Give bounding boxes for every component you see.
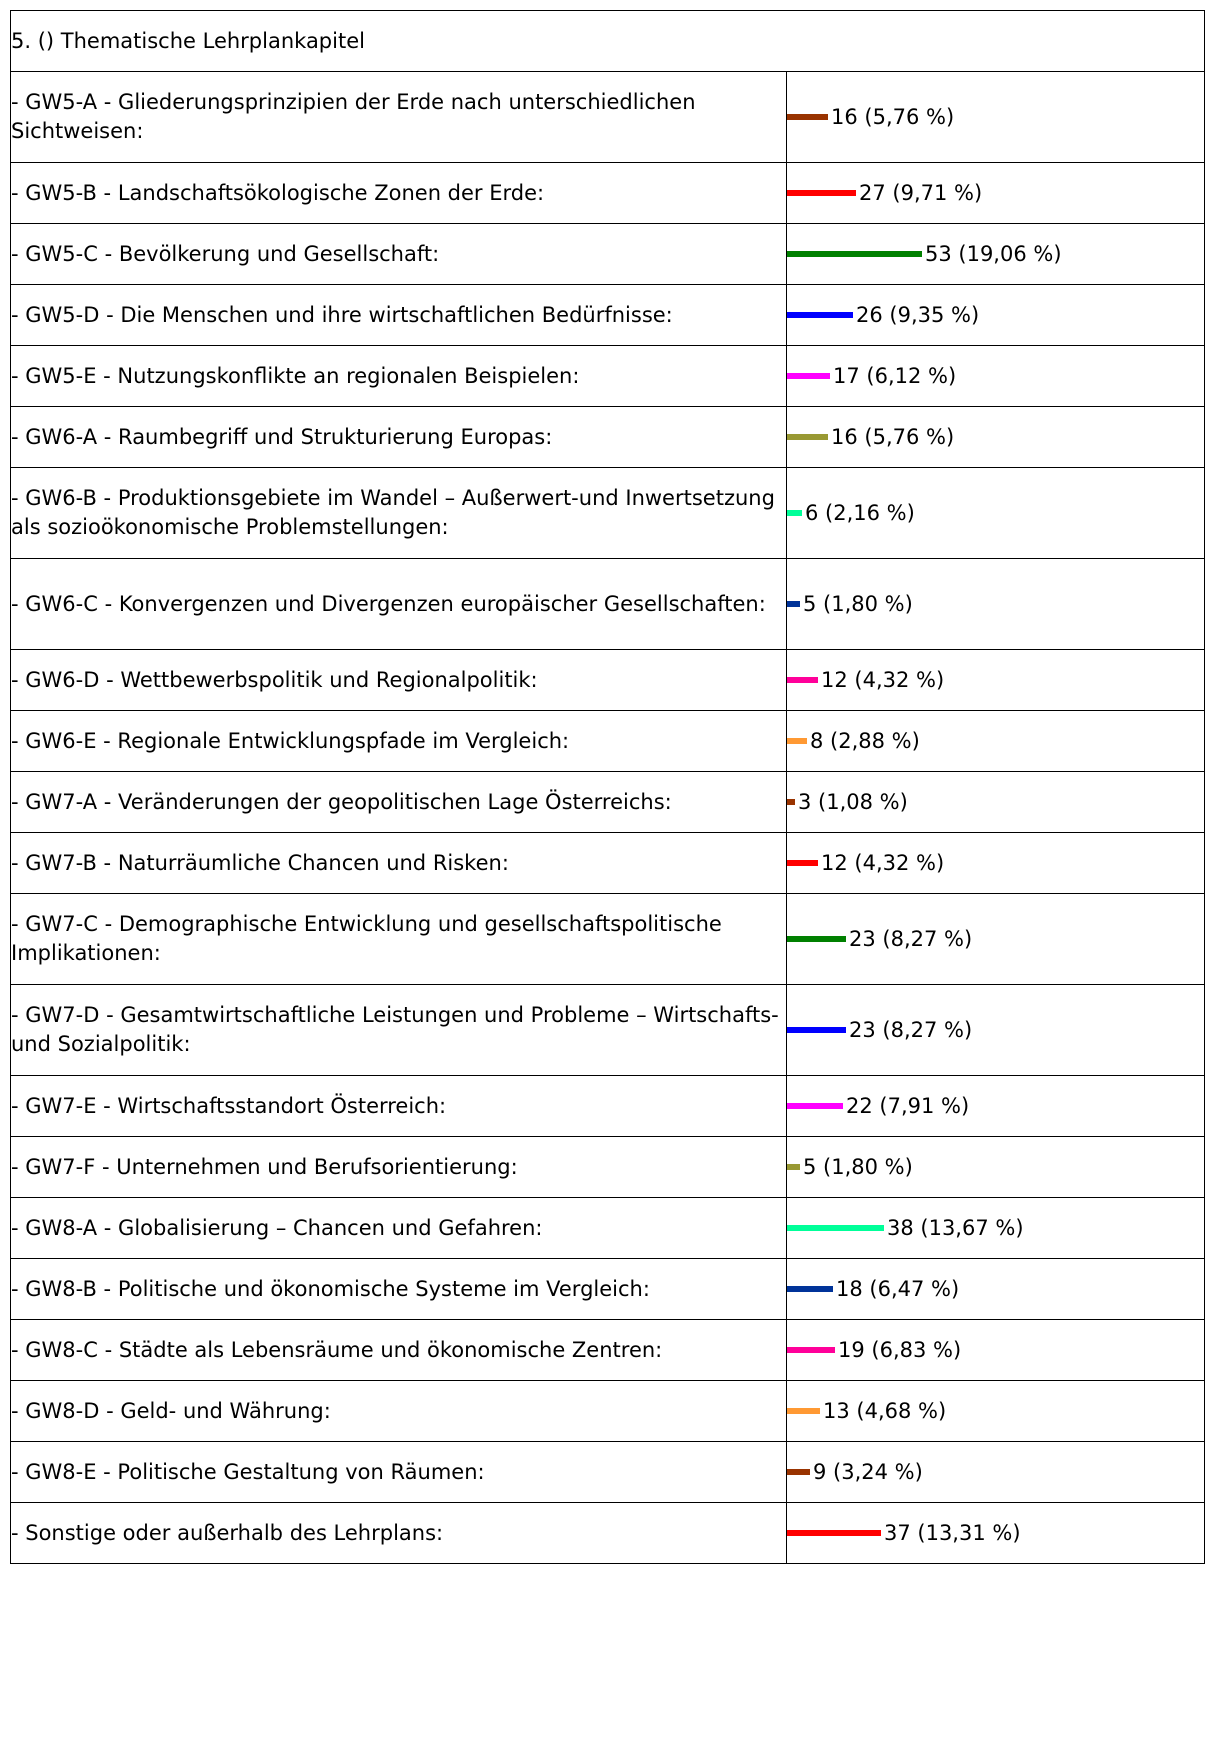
row-label: - GW6-E - Regionale Entwicklungspfade im Vergleich: xyxy=(11,711,787,772)
row-bar-cell xyxy=(787,72,1205,163)
table-row xyxy=(11,285,1205,346)
row-bar-cell xyxy=(787,1259,1205,1320)
bar-value-label: 27 (9,71 %) xyxy=(859,181,983,205)
row-bar-cell xyxy=(787,833,1205,894)
row-label: - GW7-B - Naturräumliche Chancen und Risken: xyxy=(11,833,787,894)
table-row xyxy=(11,1076,1205,1137)
table-row xyxy=(11,1198,1205,1259)
bar xyxy=(787,510,802,516)
row-bar-cell xyxy=(787,346,1205,407)
row-bar-cell xyxy=(787,1137,1205,1198)
statistics-table xyxy=(10,10,1205,1564)
bar-value-label: 22 (7,91 %) xyxy=(846,1094,970,1118)
table-row xyxy=(11,711,1205,772)
bar xyxy=(787,1408,820,1414)
table-row xyxy=(11,468,1205,559)
bar xyxy=(787,936,846,942)
table-row xyxy=(11,1320,1205,1381)
row-label: - GW5-B - Landschaftsökologische Zonen der Erde: xyxy=(11,163,787,224)
bar xyxy=(787,1347,835,1353)
bar xyxy=(787,677,818,683)
bar-value-label: 8 (2,88 %) xyxy=(810,729,920,753)
bar xyxy=(787,373,830,379)
table-title: 5. () Thematische Lehrplankapitel xyxy=(11,11,1205,72)
row-label: - GW8-B - Politische und ökonomische Systeme im Vergleich: xyxy=(11,1259,787,1320)
row-label: - GW7-D - Gesamtwirtschaftliche Leistungen und Probleme – Wirtschafts-und Sozialpolitik: xyxy=(11,985,787,1076)
bar-value-label: 6 (2,16 %) xyxy=(805,501,915,525)
bar xyxy=(787,799,795,805)
table-row xyxy=(11,650,1205,711)
row-bar-cell xyxy=(787,468,1205,559)
bar-value-label: 9 (3,24 %) xyxy=(813,1460,923,1484)
table-row xyxy=(11,559,1205,650)
table-row xyxy=(11,1381,1205,1442)
bar-value-label: 16 (5,76 %) xyxy=(831,425,955,449)
title-row xyxy=(11,11,1205,72)
bar xyxy=(787,1469,810,1475)
bar xyxy=(787,251,922,257)
row-label: - GW5-D - Die Menschen und ihre wirtschaftlichen Bedürfnisse: xyxy=(11,285,787,346)
row-label: - GW6-B - Produktionsgebiete im Wandel – Außerwert-und Inwertsetzung als sozioökonomische Problemstellungen: xyxy=(11,468,787,559)
bar xyxy=(787,1027,846,1033)
bar xyxy=(787,601,800,607)
bar-value-label: 5 (1,80 %) xyxy=(803,592,913,616)
row-label: - GW5-A - Gliederungsprinzipien der Erde nach unterschiedlichen Sichtweisen: xyxy=(11,72,787,163)
bar-value-label: 16 (5,76 %) xyxy=(831,105,955,129)
row-bar-cell xyxy=(787,985,1205,1076)
bar xyxy=(787,434,828,440)
row-bar-cell xyxy=(787,1198,1205,1259)
bar-value-label: 23 (8,27 %) xyxy=(849,1018,973,1042)
row-label: - GW6-D - Wettbewerbspolitik und Regionalpolitik: xyxy=(11,650,787,711)
row-bar-cell xyxy=(787,163,1205,224)
row-bar-cell xyxy=(787,285,1205,346)
bar-value-label: 26 (9,35 %) xyxy=(856,303,980,327)
bar-value-label: 23 (8,27 %) xyxy=(849,927,973,951)
table-row xyxy=(11,985,1205,1076)
bar xyxy=(787,1286,833,1292)
bar xyxy=(787,1103,843,1109)
row-bar-cell xyxy=(787,894,1205,985)
bar xyxy=(787,1164,800,1170)
bar xyxy=(787,1530,881,1536)
table-body xyxy=(11,11,1205,1564)
table-row xyxy=(11,224,1205,285)
table-row xyxy=(11,1442,1205,1503)
row-label: - GW8-C - Städte als Lebensräume und ökonomische Zentren: xyxy=(11,1320,787,1381)
table-row xyxy=(11,772,1205,833)
row-label: - GW6-C - Konvergenzen und Divergenzen europäischer Gesellschaften: xyxy=(11,559,787,650)
row-bar-cell xyxy=(787,772,1205,833)
bar-value-label: 18 (6,47 %) xyxy=(836,1277,960,1301)
bar-value-label: 38 (13,67 %) xyxy=(887,1216,1024,1240)
row-label: - GW7-A - Veränderungen der geopolitischen Lage Österreichs: xyxy=(11,772,787,833)
bar xyxy=(787,190,856,196)
row-bar-cell xyxy=(787,1320,1205,1381)
row-label: - GW5-C - Bevölkerung und Gesellschaft: xyxy=(11,224,787,285)
row-bar-cell xyxy=(787,559,1205,650)
table-row xyxy=(11,72,1205,163)
table-row xyxy=(11,833,1205,894)
bar-value-label: 19 (6,83 %) xyxy=(838,1338,962,1362)
row-bar-cell xyxy=(787,650,1205,711)
row-bar-cell xyxy=(787,1442,1205,1503)
row-label: - GW7-C - Demographische Entwicklung und gesellschaftspolitische Implikationen: xyxy=(11,894,787,985)
row-bar-cell xyxy=(787,1076,1205,1137)
row-label: - GW7-F - Unternehmen und Berufsorientierung: xyxy=(11,1137,787,1198)
bar-value-label: 5 (1,80 %) xyxy=(803,1155,913,1179)
row-bar-cell xyxy=(787,1381,1205,1442)
bar xyxy=(787,738,807,744)
row-bar-cell xyxy=(787,407,1205,468)
bar xyxy=(787,114,828,120)
row-bar-cell xyxy=(787,711,1205,772)
row-bar-cell xyxy=(787,1503,1205,1564)
row-label: - GW8-E - Politische Gestaltung von Räumen: xyxy=(11,1442,787,1503)
table-row xyxy=(11,1503,1205,1564)
bar-value-label: 17 (6,12 %) xyxy=(833,364,957,388)
row-label: - GW6-A - Raumbegriff und Strukturierung Europas: xyxy=(11,407,787,468)
bar-value-label: 3 (1,08 %) xyxy=(798,790,908,814)
bar-value-label: 37 (13,31 %) xyxy=(884,1521,1021,1545)
bar xyxy=(787,312,853,318)
table-row xyxy=(11,163,1205,224)
bar-value-label: 12 (4,32 %) xyxy=(821,851,945,875)
bar xyxy=(787,860,818,866)
table-row xyxy=(11,1259,1205,1320)
row-label: - GW7-E - Wirtschaftsstandort Österreich: xyxy=(11,1076,787,1137)
row-label: - GW5-E - Nutzungskonflikte an regionalen Beispielen: xyxy=(11,346,787,407)
row-bar-cell xyxy=(787,224,1205,285)
row-label: - Sonstige oder außerhalb des Lehrplans: xyxy=(11,1503,787,1564)
table-row xyxy=(11,346,1205,407)
table-row xyxy=(11,1137,1205,1198)
bar-value-label: 13 (4,68 %) xyxy=(823,1399,947,1423)
table-row xyxy=(11,894,1205,985)
bar-value-label: 53 (19,06 %) xyxy=(925,242,1062,266)
bar xyxy=(787,1225,884,1231)
row-label: - GW8-D - Geld- und Währung: xyxy=(11,1381,787,1442)
table-row xyxy=(11,407,1205,468)
bar-value-label: 12 (4,32 %) xyxy=(821,668,945,692)
row-label: - GW8-A - Globalisierung – Chancen und Gefahren: xyxy=(11,1198,787,1259)
